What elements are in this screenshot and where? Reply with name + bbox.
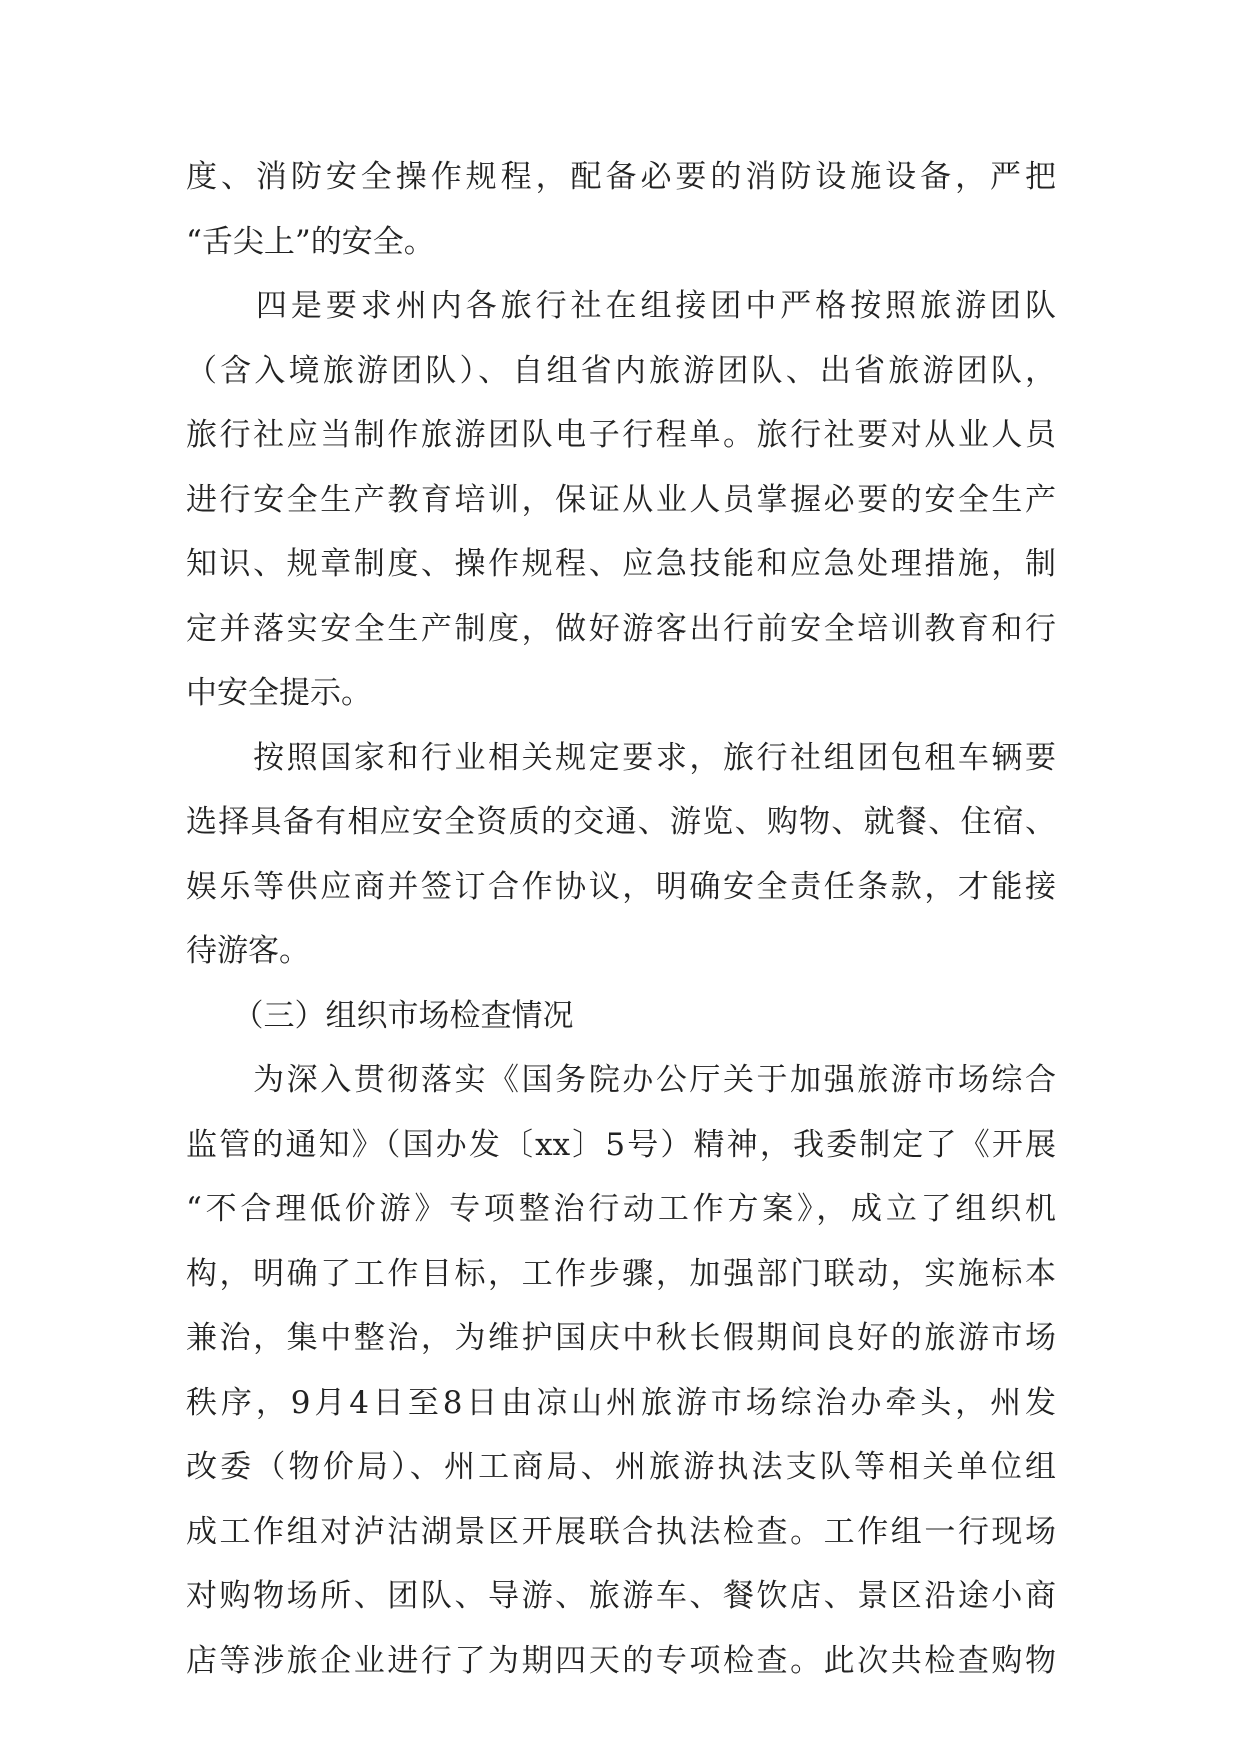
text-line: 兼治，集中整治，为维护国庆中秋长假期间良好的旅游市场 bbox=[186, 1320, 1056, 1356]
text-line: 待游客。 bbox=[186, 933, 310, 969]
text-line: 选择具备有相应安全资质的交通、游览、购物、就餐、住宿、 bbox=[186, 804, 1056, 840]
text-line: 度、消防安全操作规程，配备必要的消防设施设备，严把 bbox=[186, 159, 1056, 195]
section-heading: （三）组织市场检查情况 bbox=[186, 997, 574, 1034]
paragraph-start-line: 四是要求州内各旅行社在组接团中严格按照旅游团队 bbox=[186, 288, 1056, 324]
text-line: 对购物场所、团队、导游、旅游车、餐饮店、景区沿途小商 bbox=[186, 1578, 1056, 1614]
text-line: 店等涉旅企业进行了为期四天的专项检查。此次共检查购物 bbox=[186, 1642, 1056, 1679]
text-line: 监管的通知》（国办发〔xx〕5号）精神，我委制定了《开展 bbox=[186, 1126, 1056, 1163]
paragraph-start-line: 按照国家和行业相关规定要求，旅行社组团包租车辆要 bbox=[186, 739, 1056, 776]
text-line: 成工作组对泸沽湖景区开展联合执法检查。工作组一行现场 bbox=[186, 1513, 1056, 1550]
text-line: “不合理低价游》专项整治行动工作方案》，成立了组织机 bbox=[186, 1191, 1056, 1227]
text-line: 知识、规章制度、操作规程、应急技能和应急处理措施，制 bbox=[186, 546, 1056, 582]
text-line: 中安全提示。 bbox=[186, 675, 372, 711]
text-line: （含入境旅游团队）、自组省内旅游团队、出省旅游团队， bbox=[186, 352, 1056, 389]
text-line: 娱乐等供应商并签订合作协议，明确安全责任条款，才能接 bbox=[186, 868, 1056, 905]
text-line: 进行安全生产教育培训，保证从业人员掌握必要的安全生产 bbox=[186, 481, 1056, 518]
text-line: “舌尖上”的安全。 bbox=[186, 223, 435, 260]
document-page bbox=[186, 145, 1056, 1693]
text-line: 旅行社应当制作旅游团队电子行程单。旅行社要对从业人员 bbox=[186, 417, 1056, 453]
text-line: 定并落实安全生产制度，做好游客出行前安全培训教育和行 bbox=[186, 610, 1056, 647]
text-line: 秩序，9月4日至8日由凉山州旅游市场综治办牵头，州发 bbox=[186, 1384, 1056, 1421]
paragraph-start-line: 为深入贯彻落实《国务院办公厅关于加强旅游市场综合 bbox=[186, 1062, 1056, 1098]
text-line: 改委（物价局）、州工商局、州旅游执法支队等相关单位组 bbox=[186, 1449, 1056, 1485]
text-line: 构，明确了工作目标，工作步骤，加强部门联动，实施标本 bbox=[186, 1255, 1056, 1292]
